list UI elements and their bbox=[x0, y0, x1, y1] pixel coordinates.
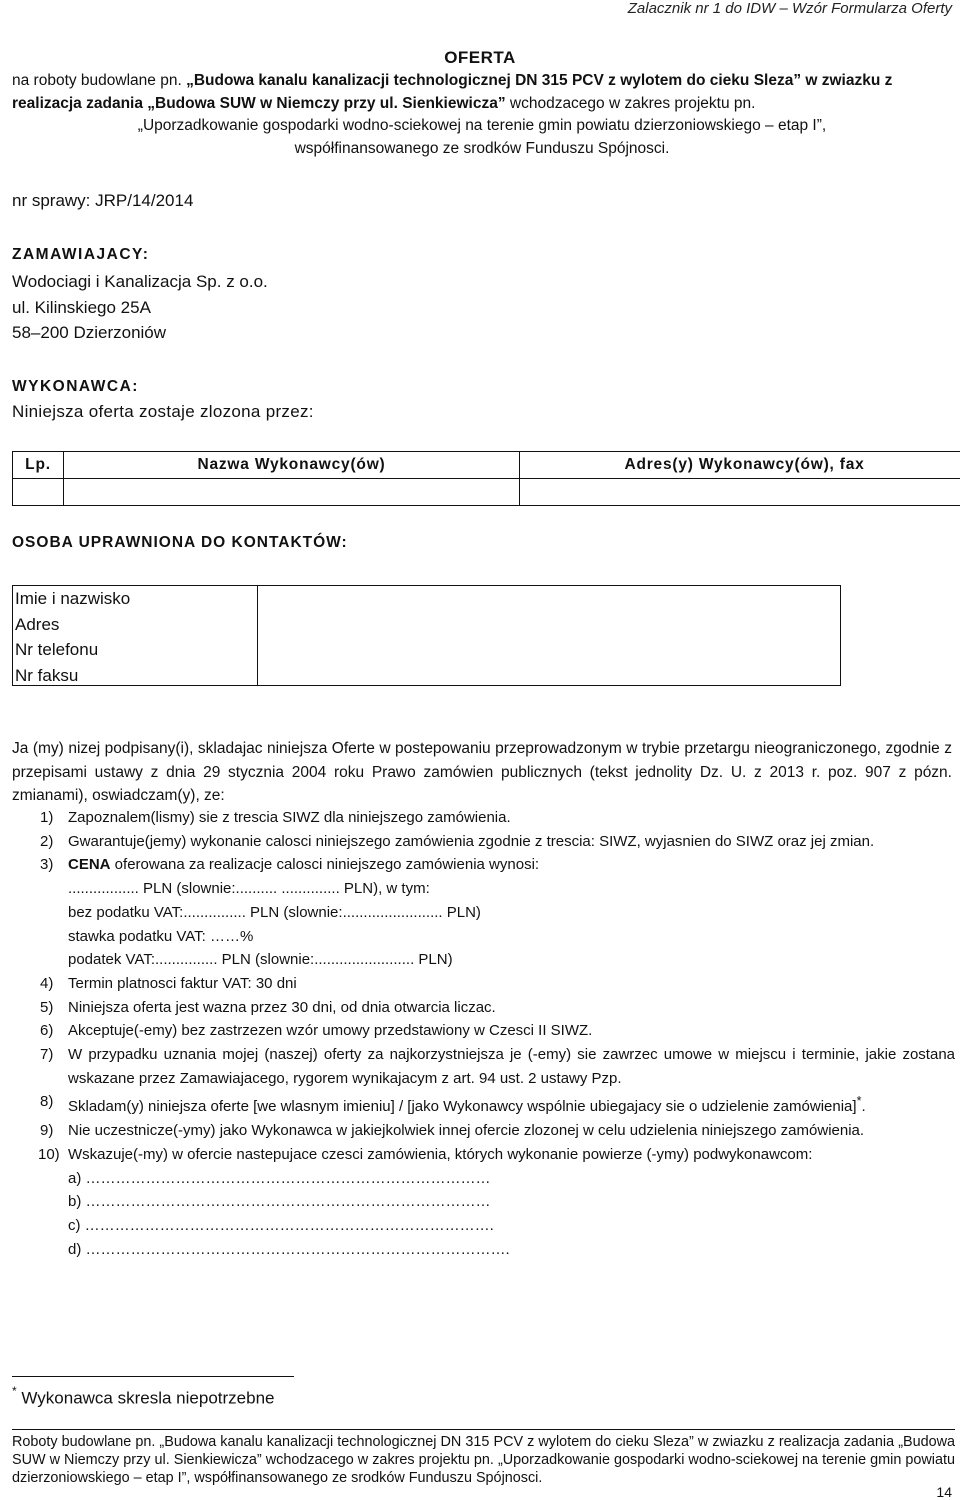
item-number: 4) bbox=[40, 974, 54, 992]
item-text: Gwarantuje(jemy) wykonanie calosci niniejszego zamówienia zgodnie z trescia: SIWZ, wyjasnien do SIWZ oraz jej zmian. bbox=[68, 832, 875, 850]
item-text: Wskazuje(-my) w ofercie nastepujace czesci zamówienia, których wykonanie powierze (-ymy) podwykonawcom: bbox=[68, 1145, 813, 1163]
contact-label-address: Adres bbox=[15, 614, 60, 634]
list-item bbox=[12, 1019, 955, 1043]
contact-label-fax: Nr faksu bbox=[15, 665, 79, 685]
page-number: 14 bbox=[936, 1484, 952, 1500]
col-header-address: Adres(y) Wykonawcy(ów), fax bbox=[520, 452, 960, 479]
item-text: W przypadku uznania mojej (naszej) oferty za najkorzystniejsza je (-emy) sie zawrzec umowe w miejscu i terminie, jakie zostana wskazane przez Zamawiajacego, rygorem wynikajacym z art. 94 ust. 2 ustawy Pzp. bbox=[68, 1046, 955, 1087]
case-number: nr sprawy: JRP/14/2014 bbox=[12, 191, 194, 210]
list-item bbox=[12, 830, 955, 854]
item-number: 5) bbox=[40, 998, 54, 1016]
page-title: OFERTA bbox=[444, 48, 516, 67]
item-text-end: . bbox=[861, 1098, 866, 1116]
list-item bbox=[12, 1119, 955, 1143]
item-text: Termin platnosci faktur VAT: 30 dni bbox=[68, 974, 297, 992]
page-footer: Roboty budowlane pn. „Budowa kanalu kanalizacji technologicznej DN 315 PCV z wylotem do cieku Sleza” w zwiazku z realizacja zadania „Budowa SUW w Niemczy przy ul. Sienkiewicza” wchodzacego w zakres projektu pn. „Uporzadkowanie gospodarki wodno-sciekowej na terenie gmin powiatu dzierzoniowskiego – etap I”, współfinansowanego ze srodków Funduszu Spójnosci. bbox=[12, 1429, 955, 1487]
footnote-divider bbox=[12, 1376, 294, 1377]
project-name: „Uporzadkowanie gospodarki wodno-sciekowej na terenie gmin powiatu dzierzoniowskiego – etap I”, bbox=[137, 117, 827, 134]
contracting-city: 58–200 Dzierzoniów bbox=[12, 323, 167, 342]
item-number: 1) bbox=[40, 809, 54, 826]
contact-labels bbox=[15, 586, 130, 688]
item-number: 10) bbox=[38, 1145, 60, 1163]
list-item bbox=[12, 1043, 955, 1090]
cofinancing-text: współfinansowanego ze srodków Funduszu Spójnosci. bbox=[294, 139, 670, 157]
item-text: Nie uczestnicze(-ymy) jako Wykonawca w jakiejkolwiek innej ofercie zlozonej w celu udzielenia niniejszego zamówienia. bbox=[68, 1122, 865, 1140]
price-line-total: ................. PLN (slownie:.......... .............. PLN), w tym: bbox=[68, 880, 430, 898]
col-header-lp: Lp. bbox=[13, 452, 64, 479]
price-line-vat-rate: stawka podatku VAT: ……% bbox=[68, 927, 254, 945]
subject-task-name: „Budowa kanalu kanalizacji technologicznej DN 315 PCV z wylotem do cieku Sleza” w zwiazku z realizacja zadania „Budowa SUW w Niemczy przy ul. Sienkiewicza” bbox=[12, 72, 893, 112]
subcontract-line-d: d) …………………………………………………………………………. bbox=[68, 1240, 510, 1258]
contracting-heading: ZAMAWIAJACY: bbox=[12, 246, 150, 263]
item-number: 2) bbox=[40, 832, 54, 850]
item-text: Skladam(y) niniejsza oferte [we wlasnym imieniu] / [jako Wykonawcy wspólnie ubiegajacy sie o udzielenie zamówienia] bbox=[68, 1098, 857, 1116]
list-item bbox=[12, 853, 955, 877]
declaration-paragraph: Ja (my) nizej podpisany(i), skladajac niniejsza Oferte w postepowaniu przeprowadzonym w trybie przetargu nieograniczonego, zgodnie z przepisami ustawy z dnia 29 stycznia 2004 roku Prawo zamówien publicznych (tekst jednolity Dz. U. z 2013 r. poz. 907 z pózn. zmianami), oswiadczam(y), ze: bbox=[12, 740, 952, 805]
item-text: Akceptuje(-emy) bez zastrzezen wzór umowy przedstawiony w Czesci II SIWZ. bbox=[68, 1022, 593, 1040]
cell-address[interactable] bbox=[520, 479, 960, 506]
item-text: Zapoznalem(lismy) sie z trescia SIWZ dla niniejszego zamówienia. bbox=[68, 809, 511, 826]
footnote-text: Wykonawca skresla niepotrzebne bbox=[16, 1388, 275, 1408]
contact-box bbox=[12, 585, 841, 686]
item-number: 6) bbox=[40, 1022, 54, 1040]
footnote-symbol: * bbox=[12, 1384, 17, 1398]
price-line-net: bez podatku VAT:............... PLN (slownie:........................ PLN) bbox=[68, 903, 481, 921]
item-text: Niniejsza oferta jest wazna przez 30 dni, od dnia otwarcia liczac. bbox=[68, 998, 496, 1016]
list-item bbox=[12, 996, 955, 1020]
footnote-mark: * bbox=[856, 1094, 862, 1109]
subject-prefix: na roboty budowlane pn. bbox=[12, 72, 187, 89]
contracting-street: ul. Kilinskiego 25A bbox=[12, 298, 151, 317]
list-item bbox=[12, 1090, 955, 1119]
subcontract-line-b: b) ……………………………………………………………………… bbox=[68, 1193, 491, 1211]
table-row bbox=[13, 479, 960, 506]
contracting-name: Wodociagi i Kanalizacja Sp. z o.o. bbox=[12, 272, 268, 291]
contact-fill-field[interactable] bbox=[259, 586, 840, 685]
subject-suffix: wchodzacego w zakres projektu pn. bbox=[505, 94, 756, 112]
cell-name[interactable] bbox=[64, 479, 520, 506]
contractor-table bbox=[12, 451, 960, 506]
list-item bbox=[12, 1143, 955, 1167]
item-number: 8) bbox=[40, 1093, 54, 1111]
contact-heading: OSOBA UPRAWNIONA DO KONTAKTÓW: bbox=[12, 534, 348, 551]
contact-label-phone: Nr telefonu bbox=[15, 640, 99, 659]
subject-block bbox=[12, 70, 952, 160]
cell-lp[interactable] bbox=[13, 479, 64, 506]
footnote bbox=[12, 1386, 274, 1409]
item-text: oferowana za realizacje calosci niniejszego zamówienia wynosi: bbox=[110, 856, 540, 874]
price-line-vat: podatek VAT:............... PLN (slownie:........................ PLN) bbox=[68, 951, 453, 969]
col-header-name: Nazwa Wykonawcy(ów) bbox=[64, 452, 520, 479]
contact-label-name: Imie i nazwisko bbox=[15, 589, 131, 608]
contractor-heading: WYKONAWCA: bbox=[12, 378, 139, 395]
subcontract-line-c: c) ………………………………………………………………………. bbox=[68, 1216, 494, 1234]
item-number: 9) bbox=[40, 1122, 54, 1140]
declaration-list bbox=[12, 806, 955, 1261]
contractor-intro: Niniejsza oferta zostaje zlozona przez: bbox=[12, 402, 314, 421]
price-label: CENA bbox=[68, 856, 111, 874]
subcontract-line-a: a) ……………………………………………………………………… bbox=[68, 1169, 491, 1187]
item-number: 7) bbox=[40, 1046, 54, 1064]
item-number: 3) bbox=[40, 856, 54, 874]
list-item bbox=[12, 972, 955, 996]
list-item bbox=[12, 806, 955, 830]
contact-divider bbox=[257, 586, 258, 685]
table-header-row bbox=[13, 452, 960, 479]
document-header: Zalacznik nr 1 do IDW – Wzór Formularza Oferty bbox=[627, 0, 952, 17]
